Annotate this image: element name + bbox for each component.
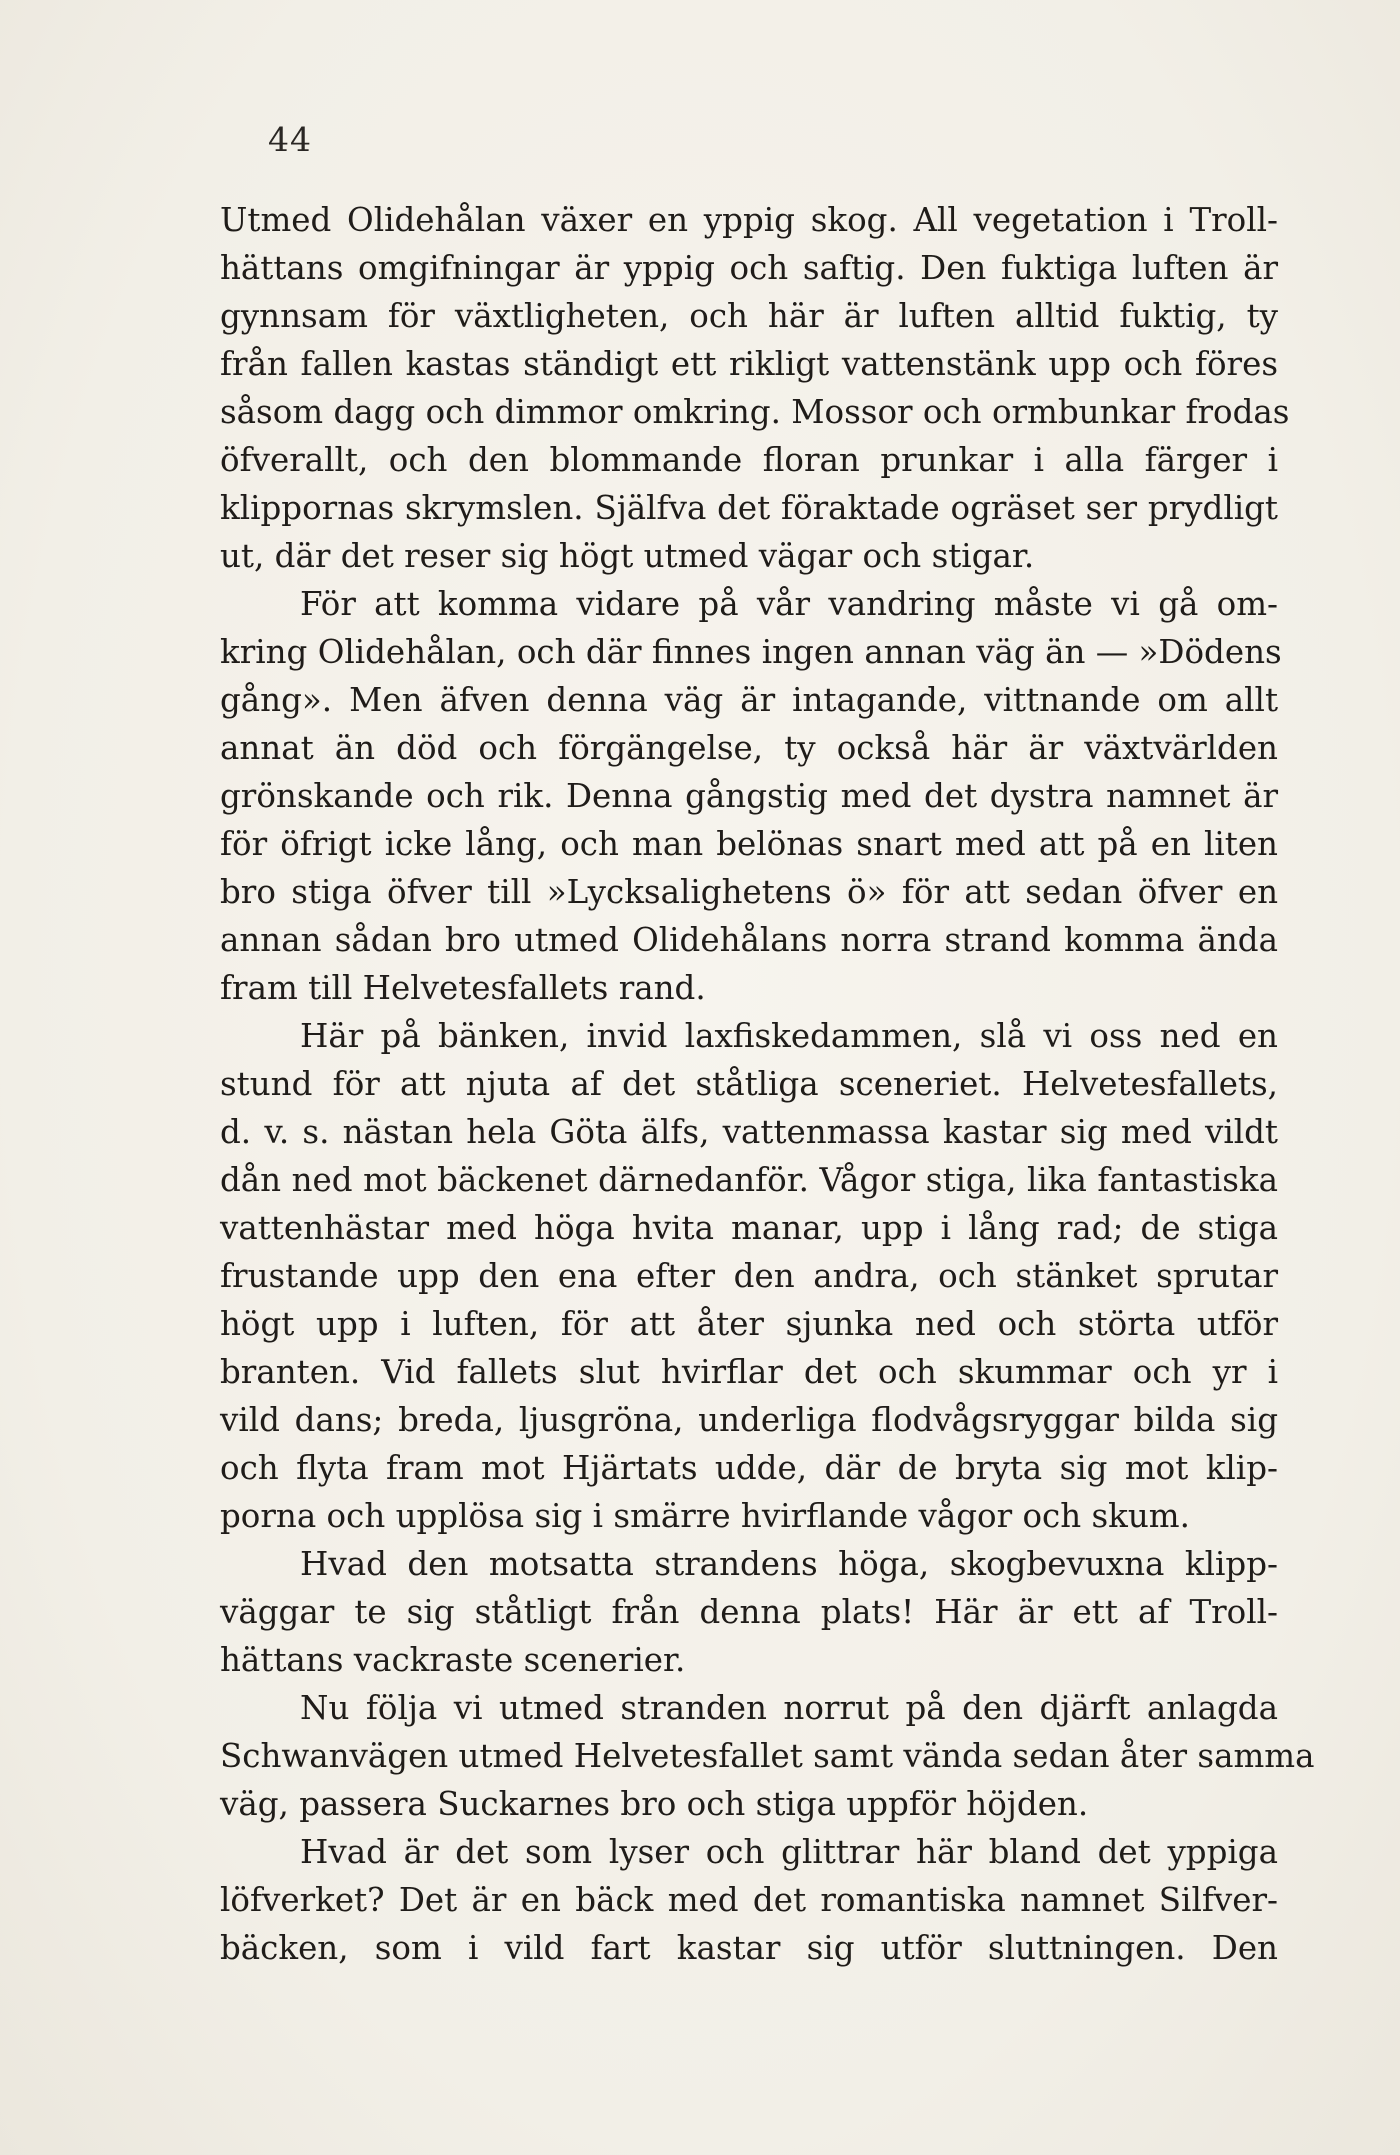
text-line: bro stiga öfver till »Lycksalighetens ö» för att sedan öfver en — [220, 873, 1278, 911]
text-line: stund för att njuta af det ståtliga sceneriet. Helvetesfallets, — [220, 1065, 1278, 1103]
text-line: Utmed Olidehålan växer en yppig skog. All vegetation i Troll- — [220, 201, 1278, 239]
text-line: Nu följa vi utmed stranden norrut på den djärft anlagda — [300, 1689, 1278, 1727]
text-line: kring Olidehålan, och där finnes ingen annan väg än — »Dödens — [220, 633, 1282, 671]
text-line: För att komma vidare på vår vandring måste vi gå om- — [300, 585, 1278, 623]
text-line: fram till Helvetesfallets rand. — [220, 969, 706, 1007]
text-line: dån ned mot bäckenet därnedanför. Vågor stiga, lika fantastiska — [220, 1161, 1278, 1199]
text-line: annan sådan bro utmed Olidehålans norra strand komma ända — [220, 921, 1278, 959]
text-line: Hvad den motsatta strandens höga, skogbevuxna klipp- — [300, 1545, 1278, 1583]
text-line: högt upp i luften, för att åter sjunka ned och störta utför — [220, 1305, 1278, 1343]
text-line: d. v. s. nästan hela Göta älfs, vattenmassa kastar sig med vildt — [220, 1113, 1278, 1151]
text-line: bäcken, som i vild fart kastar sig utför sluttningen. Den — [220, 1929, 1278, 1967]
text-line: hättans vackraste scenerier. — [220, 1641, 686, 1679]
text-line: Schwanvägen utmed Helvetesfallet samt vända sedan åter samma — [220, 1737, 1315, 1775]
text-line: gång». Men äfven denna väg är intagande, vittnande om allt — [220, 681, 1278, 719]
body-text — [220, 196, 1315, 1972]
text-line: och flyta fram mot Hjärtats udde, där de bryta sig mot klip- — [220, 1449, 1278, 1487]
text-line: väggar te sig ståtligt från denna plats! Här är ett af Troll- — [220, 1593, 1278, 1631]
text-line: från fallen kastas ständigt ett rikligt vattenstänk upp och föres — [220, 345, 1278, 383]
text-line: branten. Vid fallets slut hvirflar det och skummar och yr i — [220, 1353, 1278, 1391]
text-line: Här på bänken, invid laxfiskedammen, slå vi oss ned en — [300, 1017, 1278, 1055]
text-line: löfverket? Det är en bäck med det romantiska namnet Silfver- — [220, 1881, 1278, 1919]
text-line: vattenhästar med höga hvita manar, upp i lång rad; de stiga — [220, 1209, 1278, 1247]
text-line: öfverallt, och den blommande floran prunkar i alla färger i — [220, 441, 1278, 479]
text-line: porna och upplösa sig i smärre hvirflande vågor och skum. — [220, 1497, 1190, 1535]
text-line: såsom dagg och dimmor omkring. Mossor och ormbunkar frodas — [220, 393, 1290, 431]
text-line: grönskande och rik. Denna gångstig med det dystra namnet är — [220, 777, 1278, 815]
text-line: hättans omgifningar är yppig och saftig. Den fuktiga luften är — [220, 249, 1278, 287]
page-number: 44 — [268, 120, 312, 159]
text-line: vild dans; breda, ljusgröna, underliga flodvågsryggar bilda sig — [220, 1401, 1278, 1439]
text-line: väg, passera Suckarnes bro och stiga uppför höjden. — [220, 1785, 1089, 1823]
text-line: klippornas skrymslen. Själfva det föraktade ogräset ser prydligt — [220, 489, 1278, 527]
text-line: ut, där det reser sig högt utmed vägar och stigar. — [220, 537, 1035, 575]
text-line: gynnsam för växtligheten, och här är luften alltid fuktig, ty — [220, 297, 1278, 335]
text-line: frustande upp den ena efter den andra, och stänket sprutar — [220, 1257, 1278, 1295]
text-line: annat än död och förgängelse, ty också här är växtvärlden — [220, 729, 1278, 767]
text-line: för öfrigt icke lång, och man belönas snart med att på en liten — [220, 825, 1278, 863]
text-line: Hvad är det som lyser och glittrar här bland det yppiga — [300, 1833, 1278, 1871]
